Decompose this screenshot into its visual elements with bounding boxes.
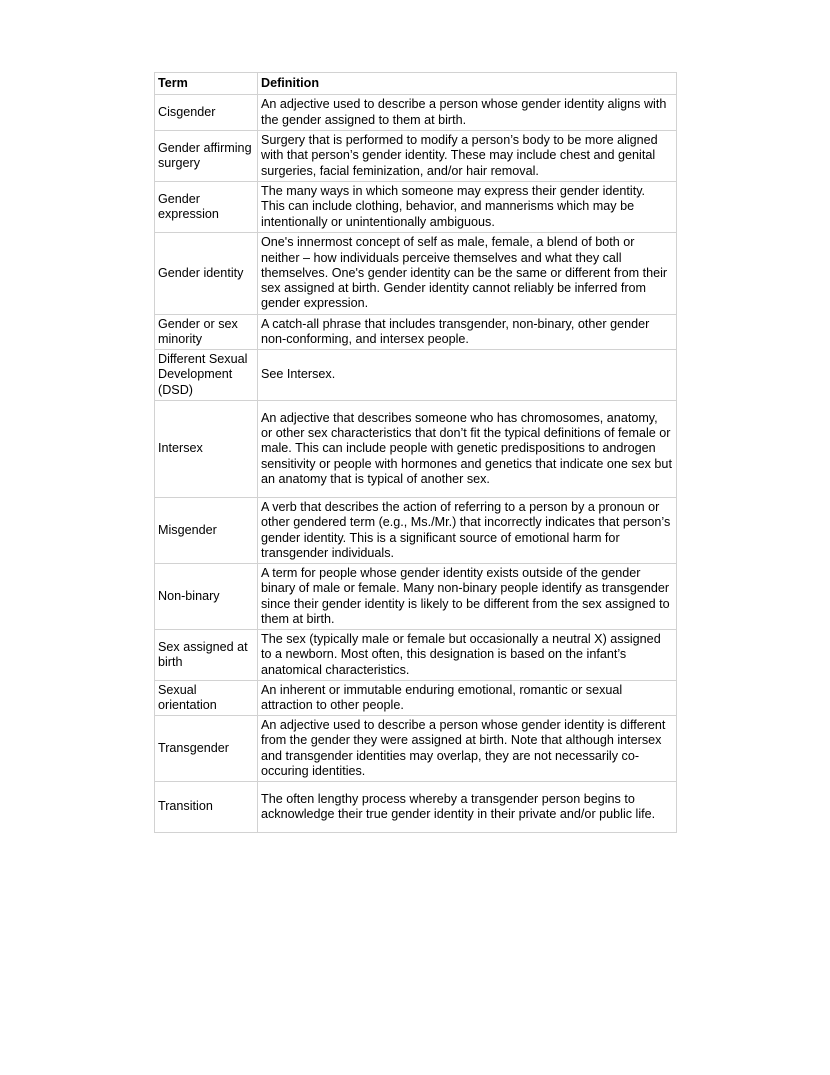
definition-cell: One's innermost concept of self as male, female, a blend of both or neither – how individuals perceive themselves and what they call themselves. One's gender identity can be the same or different from their sex assigned at birth. Gender identity cannot reliably be inferred from gender expression. bbox=[258, 233, 677, 315]
definition-cell: The sex (typically male or female but occasionally a neutral X) assigned to a newborn. Most often, this designation is based on the infant’s anatomical characteristics. bbox=[258, 630, 677, 681]
table-row bbox=[155, 95, 677, 131]
table-row bbox=[155, 315, 677, 350]
table-row bbox=[155, 564, 677, 630]
table-row bbox=[155, 498, 677, 564]
table-row bbox=[155, 782, 677, 833]
header-row bbox=[155, 73, 677, 95]
table-row bbox=[155, 182, 677, 233]
definition-cell: An adjective that describes someone who has chromosomes, anatomy, or other sex characteristics that don’t fit the typical definitions of female or male. This can include people with genetic predispositions to androgen sensitivity or people with hormones and genetics that indicate one sex but an anatomy that is typical of another sex. bbox=[258, 401, 677, 498]
term-cell: Gender or sex minority bbox=[155, 315, 258, 350]
term-cell: Cisgender bbox=[155, 95, 258, 131]
term-column-header: Term bbox=[155, 73, 258, 95]
table-row bbox=[155, 716, 677, 782]
table-row bbox=[155, 350, 677, 401]
term-cell: Non-binary bbox=[155, 564, 258, 630]
table-row bbox=[155, 630, 677, 681]
table-row bbox=[155, 131, 677, 182]
term-cell: Different Sexual Development (DSD) bbox=[155, 350, 258, 401]
term-cell: Gender identity bbox=[155, 233, 258, 315]
definition-cell: See Intersex. bbox=[258, 350, 677, 401]
definition-cell: An inherent or immutable enduring emotional, romantic or sexual attraction to other people. bbox=[258, 681, 677, 716]
definition-cell: A verb that describes the action of referring to a person by a pronoun or other gendered term (e.g., Ms./Mr.) that incorrectly indicates that person’s gender identity. This is a significant source of emotional harm for transgender individuals. bbox=[258, 498, 677, 564]
table-row bbox=[155, 401, 677, 498]
definition-column-header: Definition bbox=[258, 73, 677, 95]
term-cell: Transition bbox=[155, 782, 258, 833]
definition-cell: An adjective used to describe a person whose gender identity is different from the gender they were assigned at birth. Note that although intersex and transgender identities may overlap, they are not necessarily co-occuring identities. bbox=[258, 716, 677, 782]
term-cell: Intersex bbox=[155, 401, 258, 498]
table-row bbox=[155, 681, 677, 716]
definition-cell: The many ways in which someone may express their gender identity. This can include clothing, behavior, and mannerisms which may be intentionally or unintentionally ambiguous. bbox=[258, 182, 677, 233]
definition-cell: The often lengthy process whereby a transgender person begins to acknowledge their true gender identity in their private and/or public life. bbox=[258, 782, 677, 833]
term-cell: Misgender bbox=[155, 498, 258, 564]
definition-cell: A term for people whose gender identity exists outside of the gender binary of male or female. Many non-binary people identify as transgender since their gender identity is likely to be different from the sex assigned to them at birth. bbox=[258, 564, 677, 630]
definition-cell: A catch-all phrase that includes transgender, non-binary, other gender non-conforming, and intersex people. bbox=[258, 315, 677, 350]
glossary-table bbox=[154, 72, 677, 833]
term-cell: Sexual orientation bbox=[155, 681, 258, 716]
definition-cell: An adjective used to describe a person whose gender identity aligns with the gender assigned to them at birth. bbox=[258, 95, 677, 131]
term-cell: Transgender bbox=[155, 716, 258, 782]
table-row bbox=[155, 233, 677, 315]
term-cell: Gender expression bbox=[155, 182, 258, 233]
term-cell: Gender affirming surgery bbox=[155, 131, 258, 182]
term-cell: Sex assigned at birth bbox=[155, 630, 258, 681]
definition-cell: Surgery that is performed to modify a person’s body to be more aligned with that person’s gender identity. These may include chest and genital surgeries, facial feminization, and/or hair removal. bbox=[258, 131, 677, 182]
